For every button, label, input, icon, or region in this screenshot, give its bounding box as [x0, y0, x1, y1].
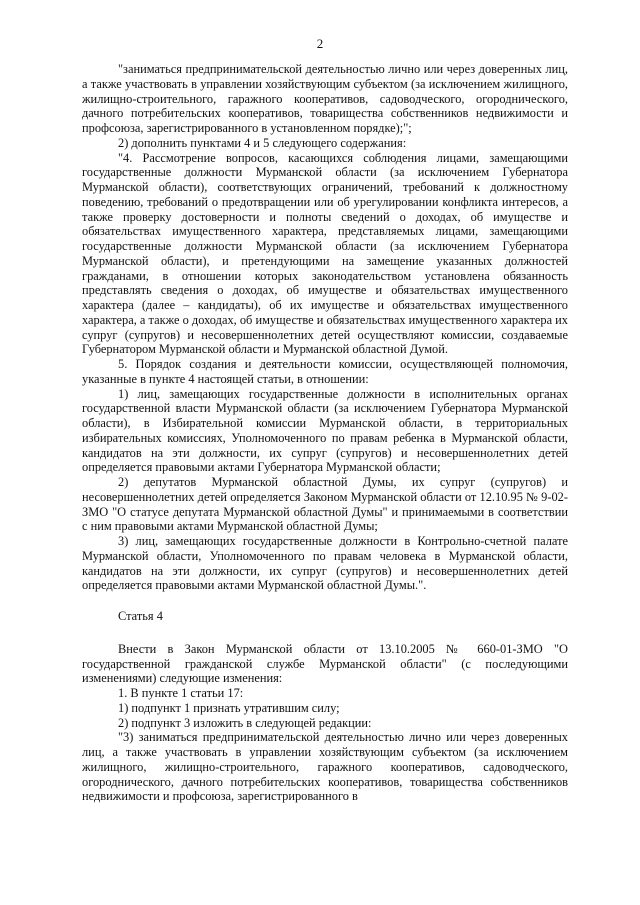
paragraph-clause-1-sub-1: 1) подпункт 1 признать утратившим силу; [118, 700, 340, 715]
page-number: 2 [316, 36, 324, 51]
document-body [82, 62, 568, 804]
paragraph-point-4: "4. Рассмотрение вопросов, касающихся соблюдения лицами, замещающими государственные должности Мурманской области (за исключением Губернатора Мурманской области), соответствующих ограничений, требований к должностному поведению, требований о предотвращении или об урегулировании конфликта интересов, а также проверку достоверности и полноты сведений о доходах, об имуществе и обязательствах имущественного характера, представляемых лицами, замещающими государственные должности Мурманской области (за исключением Губернатора Мурманской области), и претендующими на замещение указанных должностей гражданами, в отношении которых законодательством установлена обязанность представлять сведения о доходах, об имуществе и обязательствах имущественного характера (далее – кандидаты), об их имуществе и обязательствах имущественного характера, а также о доходах, об имуществе и обязательствах имущественного характера их супруг (супругов) и несовершеннолетних детей осуществляют комиссии, создаваемые Губернатором Мурманской области и Мурманской областной Думой. [82, 150, 568, 357]
paragraph-subpoint-2: 2) депутатов Мурманской областной Думы, их супруг (супругов) и несовершеннолетних детей определяется Законом Мурманской области от 12.10.95 № 9-02-ЗМО "О статусе депутата Мурманской областной Думы" и принимаемыми в соответствии с ним правовыми актами Мурманской областной Думы; [82, 475, 568, 534]
paragraph-new-wording: "3) заниматься предпринимательской деятельностью лично или через доверенных лиц, а также участвовать в управлении хозяйствующим субъектом (за исключением жилищного, жилищно-строительного, гаражного кооперативов, садоводческого, огороднического, дачного потребительских кооперативов, товарищества собственников недвижимости и профсоюза, зарегистрированного в [82, 730, 568, 804]
paragraph-clause-1: 1. В пункте 1 статьи 17: [118, 686, 244, 700]
paragraph-add-points: 2) дополнить пунктами 4 и 5 следующего содержания: [118, 135, 407, 150]
paragraph-subpoint-3: 3) лиц, замещающих государственные должности в Контрольно-счетной палате Мурманской области, Уполномоченного по правам человека в Мурманской области, кандидатов на эти должности, их супруг (супругов) и несовершеннолетних детей определяется правовыми актами Мурманской областной Думы.". [82, 534, 568, 593]
paragraph-quote-entrepreneurship: "заниматься предпринимательской деятельностью лично или через доверенных лиц, а также участвовать в управлении хозяйствующим субъектом (за исключением жилищного, жилищно-строительного, гаражного кооперативов, садоводческого, огороднического, дачного потребительских кооперативов, товарищества собственников недвижимости и профсоюза, зарегистрированного в установленном порядке);"; [82, 62, 568, 135]
paragraph-point-5: 5. Порядок создания и деятельности комиссии, осуществляющей полномочия, указанные в пункте 4 настоящей статьи, в отношении: [82, 357, 568, 386]
article-heading: Статья 4 [118, 609, 163, 623]
paragraph-subpoint-1: 1) лиц, замещающих государственные должности в исполнительных органах государственной власти Мурманской области (за исключением Губернатора Мурманской области), в Избирательной комиссии Мурманской области, в территориальных избирательных комиссиях, Уполномоченного по правам ребенка в Мурманской области, кандидатов на эти должности, их супруг (супругов) и несовершеннолетних детей определяется правовыми актами Губернатора Мурманской области; [82, 386, 568, 475]
paragraph-amend-law: Внести в Закон Мурманской области от 13.10.2005 № 660-01-ЗМО "О государственной гражданской службе Мурманской области" (с последующими изменениями) следующие изменения: [82, 641, 568, 686]
paragraph-clause-1-sub-2: 2) подпункт 3 изложить в следующей редакции: [118, 715, 372, 730]
